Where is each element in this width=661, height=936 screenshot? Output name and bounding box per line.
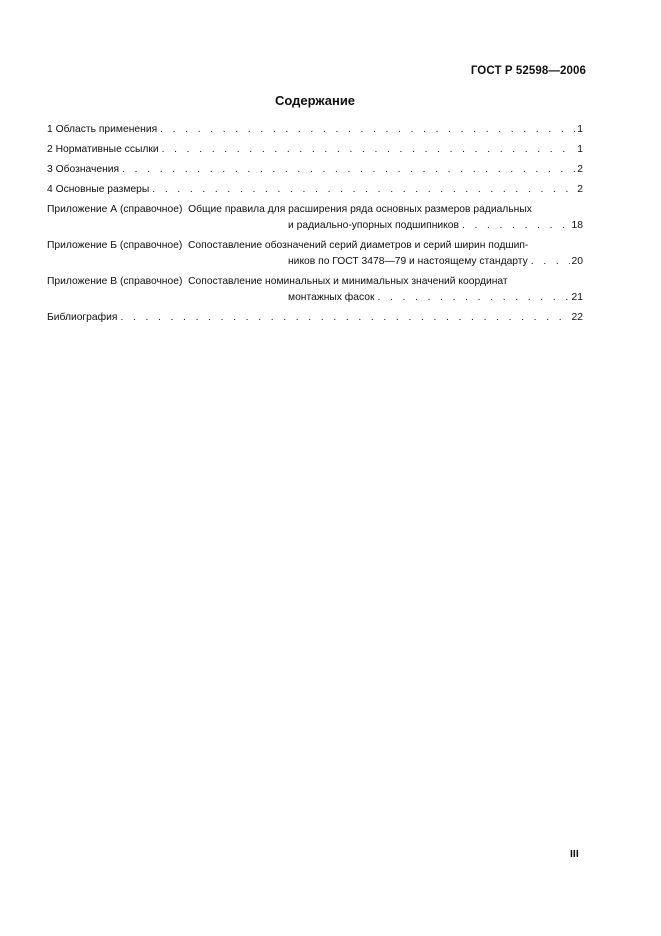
toc-entry-label: 2 Нормативные ссылки	[47, 144, 159, 155]
toc-entry-label: 1 Область применения	[47, 124, 158, 135]
toc-entry-appendix-b[interactable]	[47, 238, 583, 270]
toc-entry-prefix: Приложение Б (справочное)	[47, 240, 188, 251]
toc-entry-page: 22	[571, 312, 583, 323]
toc-entry-bibliography[interactable]	[47, 310, 583, 326]
dot-leader	[122, 162, 575, 178]
toc-entry-label-continued: и радиально-упорных подшипников	[288, 220, 459, 231]
toc-entry-page: 2	[577, 164, 583, 175]
toc-entry-label: Общие правила для расширения ряда основных размеров радиальных	[188, 204, 532, 215]
table-of-contents	[47, 122, 583, 330]
dot-leader	[160, 122, 575, 138]
toc-entry-designations[interactable]	[47, 162, 583, 178]
dot-leader	[531, 254, 570, 270]
dot-leader	[152, 182, 575, 198]
toc-entry-scope[interactable]	[47, 122, 583, 138]
toc-entry-page: 1	[577, 124, 583, 135]
toc-title: Содержание	[274, 93, 356, 108]
page-number: III	[570, 848, 579, 860]
toc-entry-prefix: Приложение В (справочное)	[47, 276, 189, 287]
toc-entry-label-continued: монтажных фасок	[288, 292, 375, 303]
toc-entry-page: 1	[577, 144, 583, 155]
toc-entry-page: 20	[571, 256, 583, 267]
dot-leader	[378, 290, 570, 306]
toc-entry-normative-references[interactable]	[47, 142, 583, 158]
document-code: ГОСТ Р 52598—2006	[470, 65, 586, 77]
toc-entry-label-continued: ников по ГОСТ 3478—79 и настоящему стандарту	[288, 256, 528, 267]
toc-entry-page: 2	[577, 184, 583, 195]
toc-entry-prefix: Приложение А (справочное)	[47, 204, 189, 215]
toc-entry-label: Сопоставление номинальных и минимальных значений координат	[188, 276, 508, 287]
dot-leader	[162, 142, 576, 158]
toc-entry-label: Сопоставление обозначений серий диаметров и серий ширин подшип-	[188, 240, 529, 251]
toc-entry-main-dimensions[interactable]	[47, 182, 583, 198]
toc-entry-label: 4 Основные размеры	[47, 184, 150, 195]
toc-entry-label: Библиография	[47, 312, 118, 323]
toc-entry-page: 21	[571, 292, 583, 303]
dot-leader	[120, 310, 569, 326]
toc-entry-label: 3 Обозначения	[47, 164, 120, 175]
dot-leader	[462, 218, 570, 234]
toc-entry-page: 18	[571, 220, 583, 231]
toc-entry-appendix-a[interactable]	[47, 202, 583, 234]
toc-entry-appendix-v[interactable]	[47, 274, 583, 306]
